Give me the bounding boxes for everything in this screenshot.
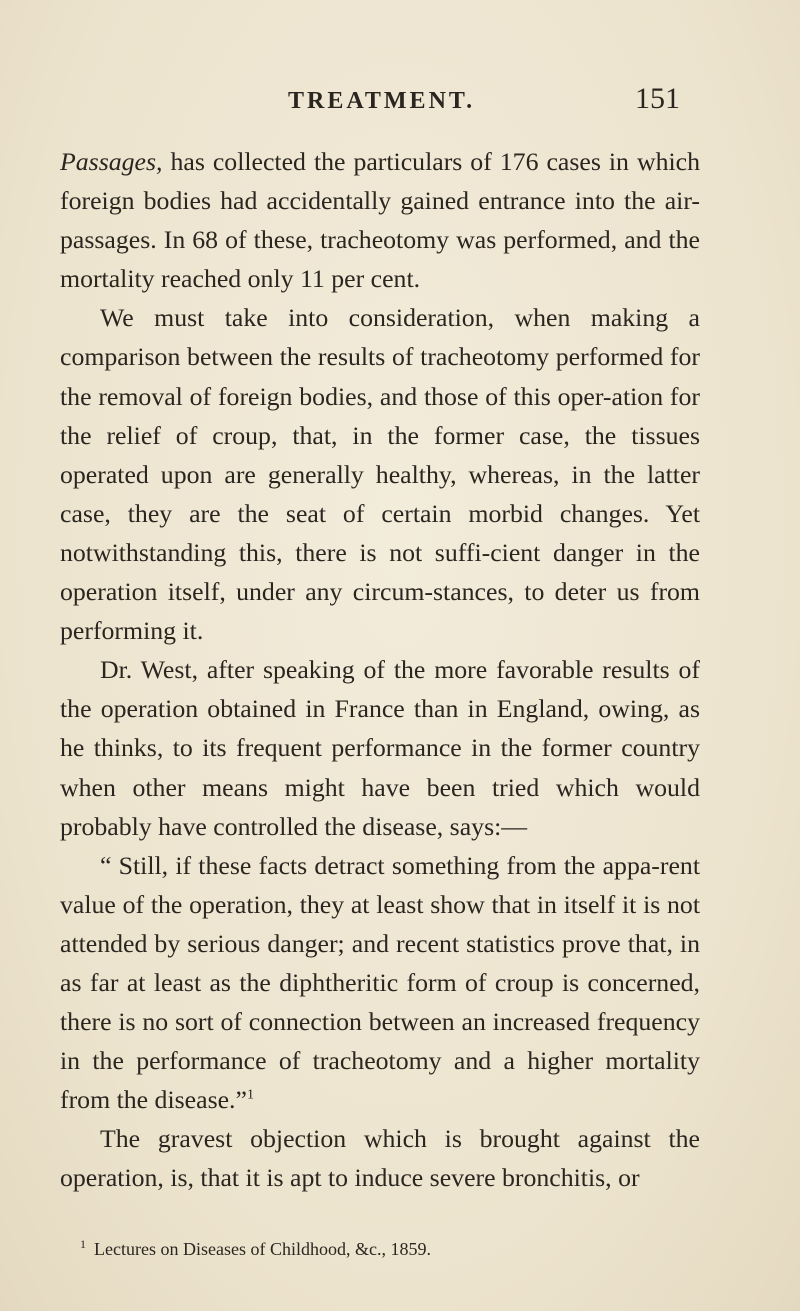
running-head [270, 82, 680, 122]
footnote-reference: 1 [246, 1087, 254, 1103]
footnote-text: Lectures on Diseases of Childhood, &c., 1859. [94, 1239, 431, 1259]
quote-text: “ Still, if these facts detract something from the appa-rent value of the operation, they at least show that in itself it is not attended by serious danger; and recent statistics prove that, in as far at least as the diphtheritic form of croup is concerned, there is no sort of connection between an increased frequency in the performance of tracheotomy and a higher mortality from the disease.” [60, 850, 700, 1115]
footnote-mark: 1 [80, 1237, 86, 1251]
paragraph-4-quote [60, 846, 700, 1120]
paragraph-3: Dr. West, after speaking of the more favorable results of the operation obtained in France than in England, owing, as he thinks, to its frequent performance in the former country when other means might have been tried which would probably have controlled the disease, says:— [60, 655, 700, 841]
paragraph-2: We must take into consideration, when making a comparison between the results of tracheotomy performed for the removal of foreign bodies, and those of this oper-ation for the relief of croup, that, in the former case, the tissues operated upon are generally healthy, whereas, in the latter case, they are the seat of certain morbid changes. Yet notwithstanding this, there is not suffi-cient danger in the operation itself, under any circum-stances, to deter us from performing it. [60, 303, 700, 646]
body-text [60, 142, 700, 1198]
running-title: TREATMENT. [288, 88, 476, 114]
paragraph-5: The gravest objection which is brought against the operation, is, that it is apt to induce severe bronchitis, or [60, 1124, 700, 1193]
italic-lead: Passages, [60, 147, 163, 176]
paragraph-1 [60, 142, 700, 298]
page-number: 151 [635, 82, 680, 115]
paragraph-1-text: has collected the particulars of 176 cases in which foreign bodies had accidentally gained entrance into the air-passages. In 68 of these, tracheotomy was performed, and the mortality reached only 11 per cent. [60, 147, 700, 294]
footnote [80, 1232, 720, 1261]
